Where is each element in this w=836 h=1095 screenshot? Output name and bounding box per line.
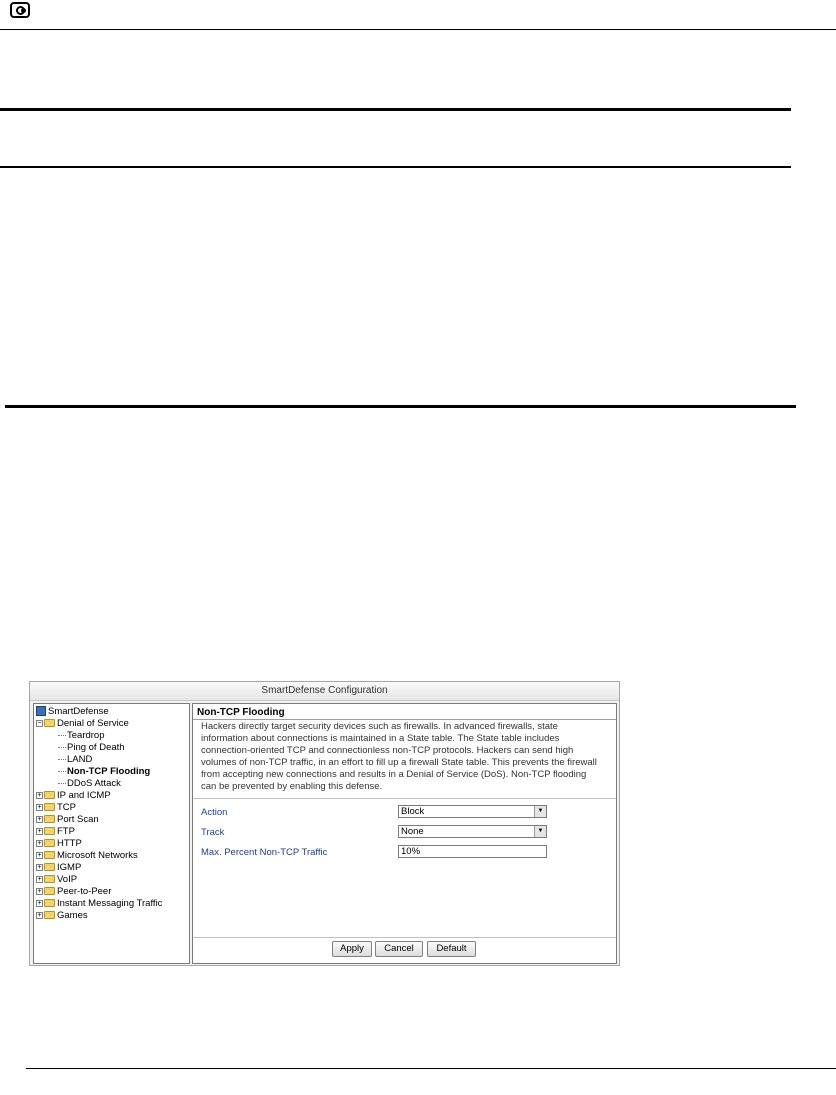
tree-item-voip[interactable] [36, 874, 189, 886]
tree-item-label: Instant Messaging Traffic [57, 898, 163, 909]
section-rule-bottom [0, 166, 791, 168]
smartdefense-icon [36, 706, 46, 716]
tree-item-instant-messaging[interactable] [36, 898, 189, 910]
track-label: Track [201, 827, 225, 838]
header-rule [0, 29, 836, 30]
settings-panel [192, 703, 617, 964]
tree-item-label: Ping of Death [67, 742, 125, 753]
tree-item-igmp[interactable] [36, 862, 189, 874]
folder-icon [44, 791, 55, 799]
footer-rule [26, 1068, 836, 1069]
collapse-icon[interactable]: − [37, 719, 42, 727]
panel-title: Non-TCP Flooding [197, 707, 285, 718]
tree-item-label: Port Scan [57, 814, 99, 825]
tree-item-denial-of-service[interactable] [36, 718, 189, 730]
expand-icon[interactable]: + [37, 875, 42, 883]
expand-icon[interactable]: + [37, 827, 42, 835]
tree-item-teardrop[interactable] [36, 730, 189, 742]
tree-item-label: Microsoft Networks [57, 850, 138, 861]
apply-button[interactable]: Apply [332, 941, 372, 957]
navigation-tree [33, 703, 190, 964]
expand-icon[interactable]: + [37, 791, 42, 799]
tree-item-label: Peer-to-Peer [57, 886, 112, 897]
tree-item-label: IGMP [57, 862, 82, 873]
default-button[interactable]: Default [427, 941, 476, 957]
tree-item-port-scan[interactable] [36, 814, 189, 826]
description-line: Hackers directly target security devices such as firewalls. In advanced firewalls, state [201, 721, 558, 732]
tree-item-label: VoIP [57, 874, 78, 885]
expand-icon[interactable]: + [37, 863, 42, 871]
tree-item-label: IP and ICMP [57, 790, 111, 801]
dropdown-arrow-icon[interactable]: ▼ [534, 806, 546, 817]
tree-item-microsoft-networks[interactable] [36, 850, 189, 862]
tree-item-peer-to-peer[interactable] [36, 886, 189, 898]
tree-item-ftp[interactable] [36, 826, 189, 838]
tree-item-ddos-attack[interactable] [36, 778, 189, 790]
dialog-title: SmartDefense Configuration [30, 682, 619, 701]
panel-description [201, 721, 606, 793]
dropdown-arrow-icon[interactable]: ▼ [534, 826, 546, 837]
section-rule-mid [5, 405, 796, 408]
logo-icon [10, 2, 30, 18]
folder-icon [44, 887, 55, 895]
folder-icon [44, 875, 55, 883]
tree-item-games[interactable] [36, 910, 189, 922]
tree-item-ip-and-icmp[interactable] [36, 790, 189, 802]
tree-root[interactable] [36, 706, 189, 718]
folder-icon [44, 911, 55, 919]
panel-divider [193, 719, 616, 720]
description-line: from accepting new connections and results in a Denial of Service (DoS). Non-TCP flooding [201, 769, 587, 780]
tree-item-label: Games [57, 910, 88, 921]
folder-icon [44, 863, 55, 871]
description-line: can be prevented by enabling this defense. [201, 781, 383, 792]
description-line: volumes of non-TCP traffic, in an effort to fill up a firewall State table. This prevents the firewall [201, 757, 597, 768]
section-rule-top [0, 108, 791, 111]
action-value: Block [401, 806, 425, 817]
cancel-button[interactable]: Cancel [375, 941, 423, 957]
smartdefense-dialog [29, 681, 620, 966]
expand-icon[interactable]: + [37, 815, 42, 823]
action-select[interactable] [398, 805, 547, 818]
max-percent-label: Max. Percent Non-TCP Traffic [201, 847, 328, 858]
folder-icon [44, 827, 55, 835]
expand-icon[interactable]: + [37, 803, 42, 811]
expand-icon[interactable]: + [37, 887, 42, 895]
folder-icon [44, 815, 55, 823]
description-line: information about connections is maintained in a State table. The State table includes [201, 733, 560, 744]
folder-icon [44, 851, 55, 859]
tree-root-label: SmartDefense [48, 706, 109, 717]
expand-icon[interactable]: + [37, 899, 42, 907]
tree-item-label: TCP [57, 802, 76, 813]
tree-item-label: HTTP [57, 838, 82, 849]
tree-item-ping-of-death[interactable] [36, 742, 189, 754]
expand-icon[interactable]: + [37, 911, 42, 919]
expand-icon[interactable]: + [37, 851, 42, 859]
folder-icon [44, 899, 55, 907]
tree-item-tcp[interactable] [36, 802, 189, 814]
folder-icon [44, 839, 55, 847]
folder-icon [44, 803, 55, 811]
description-line: connection-oriented TCP and connectionless non-TCP protocols. Hackers can send high [201, 745, 574, 756]
tree-item-land[interactable] [36, 754, 189, 766]
tree-item-label: Teardrop [67, 730, 105, 741]
max-percent-input[interactable]: 10% [398, 845, 547, 858]
panel-divider [193, 937, 616, 938]
action-label: Action [201, 807, 228, 818]
track-value: None [401, 826, 424, 837]
tree-item-label: LAND [67, 754, 93, 765]
panel-divider [193, 798, 616, 799]
expand-icon[interactable]: + [37, 839, 42, 847]
track-select[interactable] [398, 825, 547, 838]
folder-open-icon [44, 719, 55, 727]
tree-item-non-tcp-flooding[interactable] [36, 766, 189, 778]
tree-item-label: Denial of Service [57, 718, 129, 729]
tree-item-label: DDoS Attack [67, 778, 121, 789]
tree-item-label: FTP [57, 826, 75, 837]
tree-item-http[interactable] [36, 838, 189, 850]
tree-item-label: Non-TCP Flooding [67, 766, 151, 777]
